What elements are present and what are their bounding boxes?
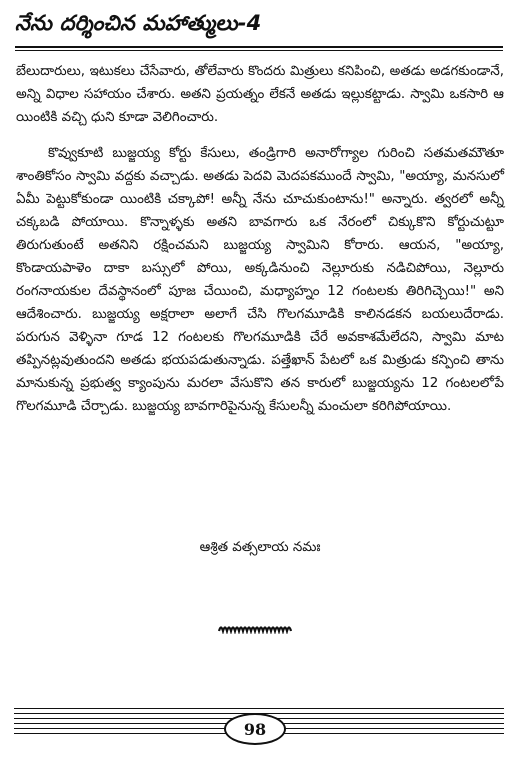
page-number-badge: [224, 713, 286, 745]
header-rule-thin: [15, 50, 503, 51]
paragraph-1: బేలుదారులు, ఇటుకలు చేసేవారు, తోలేవారు కొందరు మిత్రులు కనిపించి, అతడు అడగకుండానే, అన్ని విధాల సహాయం చేశారు. అతని ప్రయత్నం లేకనే అతడు ఇల్లుకట్టాడు. స్వామి ఒకసారి ఆ యింటికి వచ్చి ధుని కూడా వెలిగించారు.: [16, 64, 504, 125]
header-rule: [15, 46, 503, 48]
page-number: 98: [243, 719, 267, 739]
invocation-line: ఆశ్రిత వత్సలాయ నమః: [199, 540, 321, 555]
paragraph-2: కొవ్వుకూటి బుజ్జయ్య కోర్టు కేసులు, తండ్రిగారి అనారోగ్యాల గురించి సతమతమౌతూ శాంతికోసం స్వామి వద్దకు వచ్చాడు. అతడు పెదవి మెదపకముందే స్వామి, "అయ్యా, మనసులో ఏమీ పెట్టుకోకుండా యింటికి చక్కాపో! అన్నీ నేను చూచుకుంటాను!" అన్నారు. త్వరలో అన్నీ చక్కబడి పోయాయి. కొన్నాళ్ళకు అతని బావగారు ఒక నేరంలో చిక్కుకొని కోర్టుచుట్టూ తిరుగుతుంటే అతనిని రక్షించమని బుజ్జయ్య స్వామిని కోరారు. ఆయన, "అయ్యా, కొండాయపాళెం దాకా బస్సులో పోయి, అక్కడినుంచి నెల్లూరుకు నడిచిపోయి, నెల్లూరు రంగనాయకుల దేవస్థానంలో పూజ చేయించి, మధ్యాహ్నం 12 గంటలకు తిరిగిచ్చెయి!" అని ఆదేశించారు. బుజ్జయ్య అక్షరాలా అలాగే చేసి గొలగమూడికి కాలినడకన బయలుదేరాడు. పరుగున వెళ్ళినా గూడ 12 గంటలకు గొలగమూడికి చేరే అవకాశమేలేదని, స్వామి మాట తప్పినట్లవుతుందని అతడు భయపడుతున్నాడు. పత్తేఖాన్ పేటలో ఒక మిత్రుడు కన్పించి తాను మానుకున్న ప్రభుత్వ క్యాంపును మరలా వేసుకొని తన కారులో బుజ్జయ్యను 12 గంటలలోపే గొలగమూడి చేర్చాడు. బుజ్జయ్య బావగారిపైనున్న కేసులన్నీ మంచులా కరిగిపోయాయి.: [16, 146, 504, 414]
page-header-title: నేను దర్శించిన మహాత్ములు-4: [15, 11, 262, 35]
body-text: [16, 60, 504, 431]
swirl-divider-icon: [218, 624, 294, 634]
